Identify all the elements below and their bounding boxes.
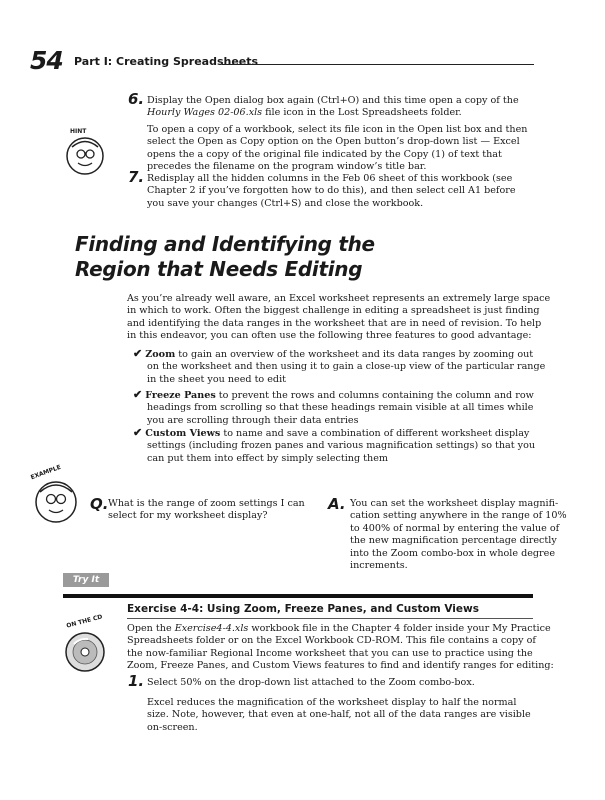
question-letter: Q.: [90, 495, 109, 513]
check-icon: ✔: [133, 347, 143, 360]
step-7-number: 7.: [128, 168, 145, 186]
bullet-zoom: ✔ Zoom to gain an overview of the worksheet and its data ranges by zooming out on the worksheet and then using it to gain a close-up view of the particular range in the sheet you need to edit: [133, 347, 546, 385]
header-rule: [222, 64, 534, 65]
step-7-text: Redisplay all the hidden columns in the Feb 06 sheet of this workbook (see Chapter 2 if you’ve forgotten how to do this), and then select cell A1 before you save your changes (Ctrl+S) and close the workbook.: [147, 173, 516, 209]
step-1-text: Select 50% on the drop-down list attached to the Zoom combo-box.: [147, 677, 475, 688]
step-6-line-1: Display the Open dialog box again (Ctrl+O) and this time open a copy of the: [147, 95, 519, 106]
hint-label: HINT: [70, 128, 87, 135]
check-icon: ✔: [133, 426, 143, 439]
try-it-rule: [63, 594, 533, 598]
step-6-filename: Hourly Wages 02-06.xls: [147, 107, 263, 118]
part-title: Part I: Creating Spreadsheets: [74, 55, 259, 68]
question-text: What is the range of zoom settings I can select for my worksheet display?: [108, 498, 305, 522]
cd-label: ON THE CD: [65, 613, 104, 630]
example-icon: [26, 463, 82, 526]
hint-icon: [62, 130, 108, 176]
step-1-note: Excel reduces the magnification of the worksheet display to half the normal size. Note, however, that even at one-half, not all of the data ranges are visible on-screen.: [147, 697, 531, 733]
page-number: 54: [30, 46, 63, 75]
step-6-line-2: Hourly Wages 02-06.xls file icon in the Lost Spreadsheets folder.: [147, 107, 462, 118]
answer-text: You can set the worksheet display magnifi- cation setting anywhere in the range of 10% to 400% of normal by entering the value of the new magnification percentage directly into the Zoom combo-box in whole degree increments.: [350, 498, 567, 572]
section-intro: As you’re already well aware, an Excel worksheet represents an extremely large space in which to work. Often the biggest challenge in editing a spreadsheet is just finding and identifying the data ranges in the worksheet that are in need of revision. To help in this endeavor, you can often use the following three features to good advantage:: [127, 293, 551, 342]
example-label: EXAMPLE: [29, 463, 62, 482]
step-6-number: 6.: [128, 90, 145, 108]
hint-text: To open a copy of a workbook, select its file icon in the Open list box and then select the Open as Copy option on the Open button’s drop-down list — Excel opens the a copy of the original file indicated by the Copy (1) of text that precedes the filename on the program window’s title bar.: [147, 124, 528, 173]
answer-letter: A.: [328, 495, 346, 513]
step-1-number: 1.: [128, 672, 145, 690]
cd-icon: [60, 613, 110, 674]
exercise-title: Exercise 4-4: Using Zoom, Freeze Panes, and Custom Views: [127, 603, 479, 615]
bullet-freeze-panes: ✔ Freeze Panes to prevent the rows and columns containing the column and row headings from scrolling so that these headings remain visible at all times while you are scrolling through their data entries: [133, 388, 534, 426]
section-heading: Finding and Identifying the Region that Needs Editing: [75, 232, 375, 281]
bullet-custom-views: ✔ Custom Views to name and save a combination of different worksheet display settings (including frozen panes and various magnification settings) so that you can put them into effect by simply selecting them: [133, 426, 536, 464]
exercise-intro: Open the Exercise4-4.xls workbook file in the Chapter 4 folder inside your My Practice Spreadsheets folder or on the Excel Workbook CD-ROM. This file contains a copy of the now-familiar Regional Income worksheet that you can use to practice using the Zoom, Freeze Panes, and Custom Views features to find and identify ranges for editing:: [127, 623, 554, 672]
exercise-title-rule: [127, 618, 533, 619]
check-icon: ✔: [133, 388, 143, 401]
try-it-badge: Try It: [63, 573, 109, 587]
